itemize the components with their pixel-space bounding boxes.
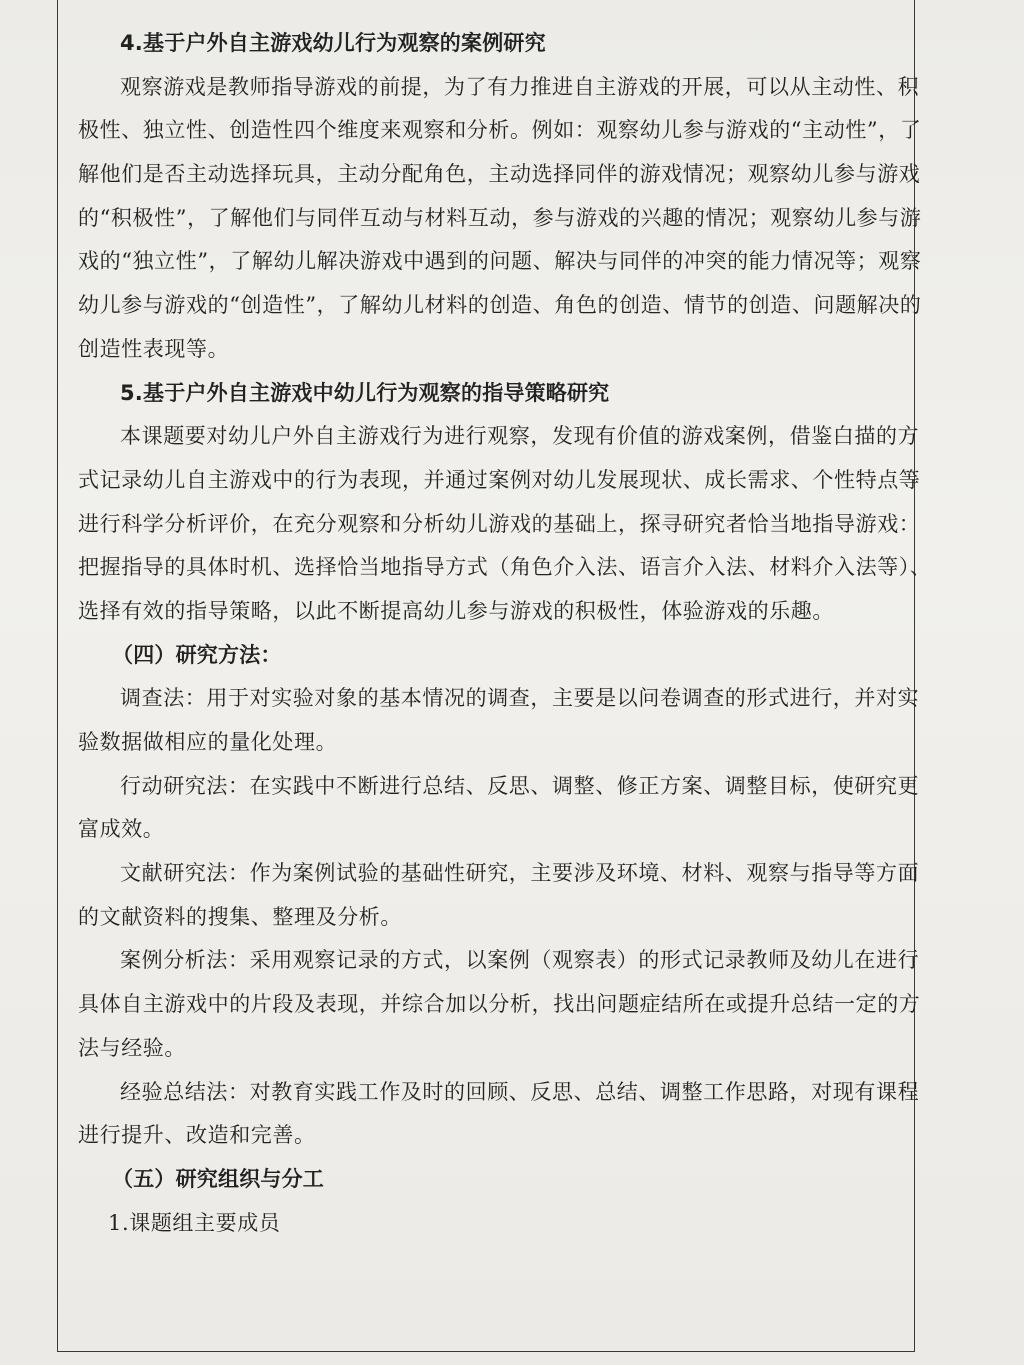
text-line: 把握指导的具体时机、选择恰当地指导方式（角色介入法、语言介入法、材料介入法等）、: [78, 555, 932, 580]
text-line: 文献研究法：作为案例试验的基础性研究，主要涉及环境、材料、观察与指导等方面: [120, 861, 920, 886]
section-heading-research-methods: （四）研究方法：: [112, 642, 282, 667]
document-body: [78, 22, 932, 1245]
text-line: 法与经验。: [78, 1035, 186, 1060]
text-line: 式记录幼儿自主游戏中的行为表现，并通过案例对幼儿发展现状、成长需求、个性特点等: [78, 467, 921, 492]
text-line: 观察游戏是教师指导游戏的前提，为了有力推进自主游戏的开展，可以从主动性、积: [120, 74, 920, 99]
text-line: 案例分析法：采用观察记录的方式，以案例（观察表）的形式记录教师及幼儿在进行: [120, 948, 920, 973]
paragraph-action-research-method: [78, 765, 920, 852]
text-line: 调查法：用于对实验对象的基本情况的调查，主要是以问卷调查的形式进行，并对实: [120, 686, 920, 711]
text-line: 创造性表现等。: [78, 336, 230, 361]
text-line: 进行提升、改造和完善。: [78, 1123, 316, 1148]
paragraph-observation-dimensions: [78, 66, 922, 372]
text-line: 本课题要对幼儿户外自主游戏行为进行观察，发现有价值的游戏案例，借鉴白描的方: [120, 424, 920, 449]
paragraph-guidance-strategy: [78, 415, 932, 633]
text-line: 验数据做相应的量化处理。: [78, 730, 338, 754]
text-line: 极性、独立性、创造性四个维度来观察和分析。例如：观察幼儿参与游戏的“主动性”，了: [78, 118, 922, 143]
paragraph-case-analysis-method: [78, 939, 921, 1070]
list-item-members: 1.课题组主要成员: [108, 1210, 281, 1235]
paragraph-literature-method: [78, 852, 920, 939]
text-line: 进行科学分析评价，在充分观察和分析幼儿游戏的基础上，探寻研究者恰当地指导游戏：: [78, 511, 921, 536]
heading-guidance-strategy: 5.基于户外自主游戏中幼儿行为观察的指导策略研究: [120, 380, 610, 405]
section-heading-organization: （五）研究组织与分工: [112, 1166, 324, 1191]
text-line: 具体自主游戏中的片段及表现，并综合加以分析，找出问题症结所在或提升总结一定的方: [78, 992, 921, 1017]
text-line: 的“积极性”，了解他们与同伴互动与材料互动，参与游戏的兴趣的情况；观察幼儿参与游: [78, 205, 922, 230]
text-line: 幼儿参与游戏的“创造性”，了解幼儿材料的创造、角色的创造、情节的创造、问题解决的: [78, 293, 922, 318]
paragraph-survey-method: [78, 677, 920, 764]
text-line: 经验总结法：对教育实践工作及时的回顾、反思、总结、调整工作思路，对现有课程: [120, 1079, 920, 1104]
paragraph-experience-summary-method: [78, 1071, 920, 1158]
heading-case-study: 4.基于户外自主游戏幼儿行为观察的案例研究: [120, 31, 546, 55]
text-line: 戏的“独立性”，了解幼儿解决游戏中遇到的问题、解决与同伴的冲突的能力情况等；观察: [78, 249, 922, 274]
text-line: 行动研究法：在实践中不断进行总结、反思、调整、修正方案、调整目标，使研究更: [120, 773, 920, 798]
text-line: 选择有效的指导策略，以此不断提高幼儿参与游戏的积极性，体验游戏的乐趣。: [78, 598, 834, 623]
text-line: 富成效。: [78, 817, 165, 842]
text-line: 的文献资料的搜集、整理及分析。: [78, 904, 402, 929]
text-line: 解他们是否主动选择玩具，主动分配角色，主动选择同伴的游戏情况；观察幼儿参与游戏: [78, 162, 921, 187]
